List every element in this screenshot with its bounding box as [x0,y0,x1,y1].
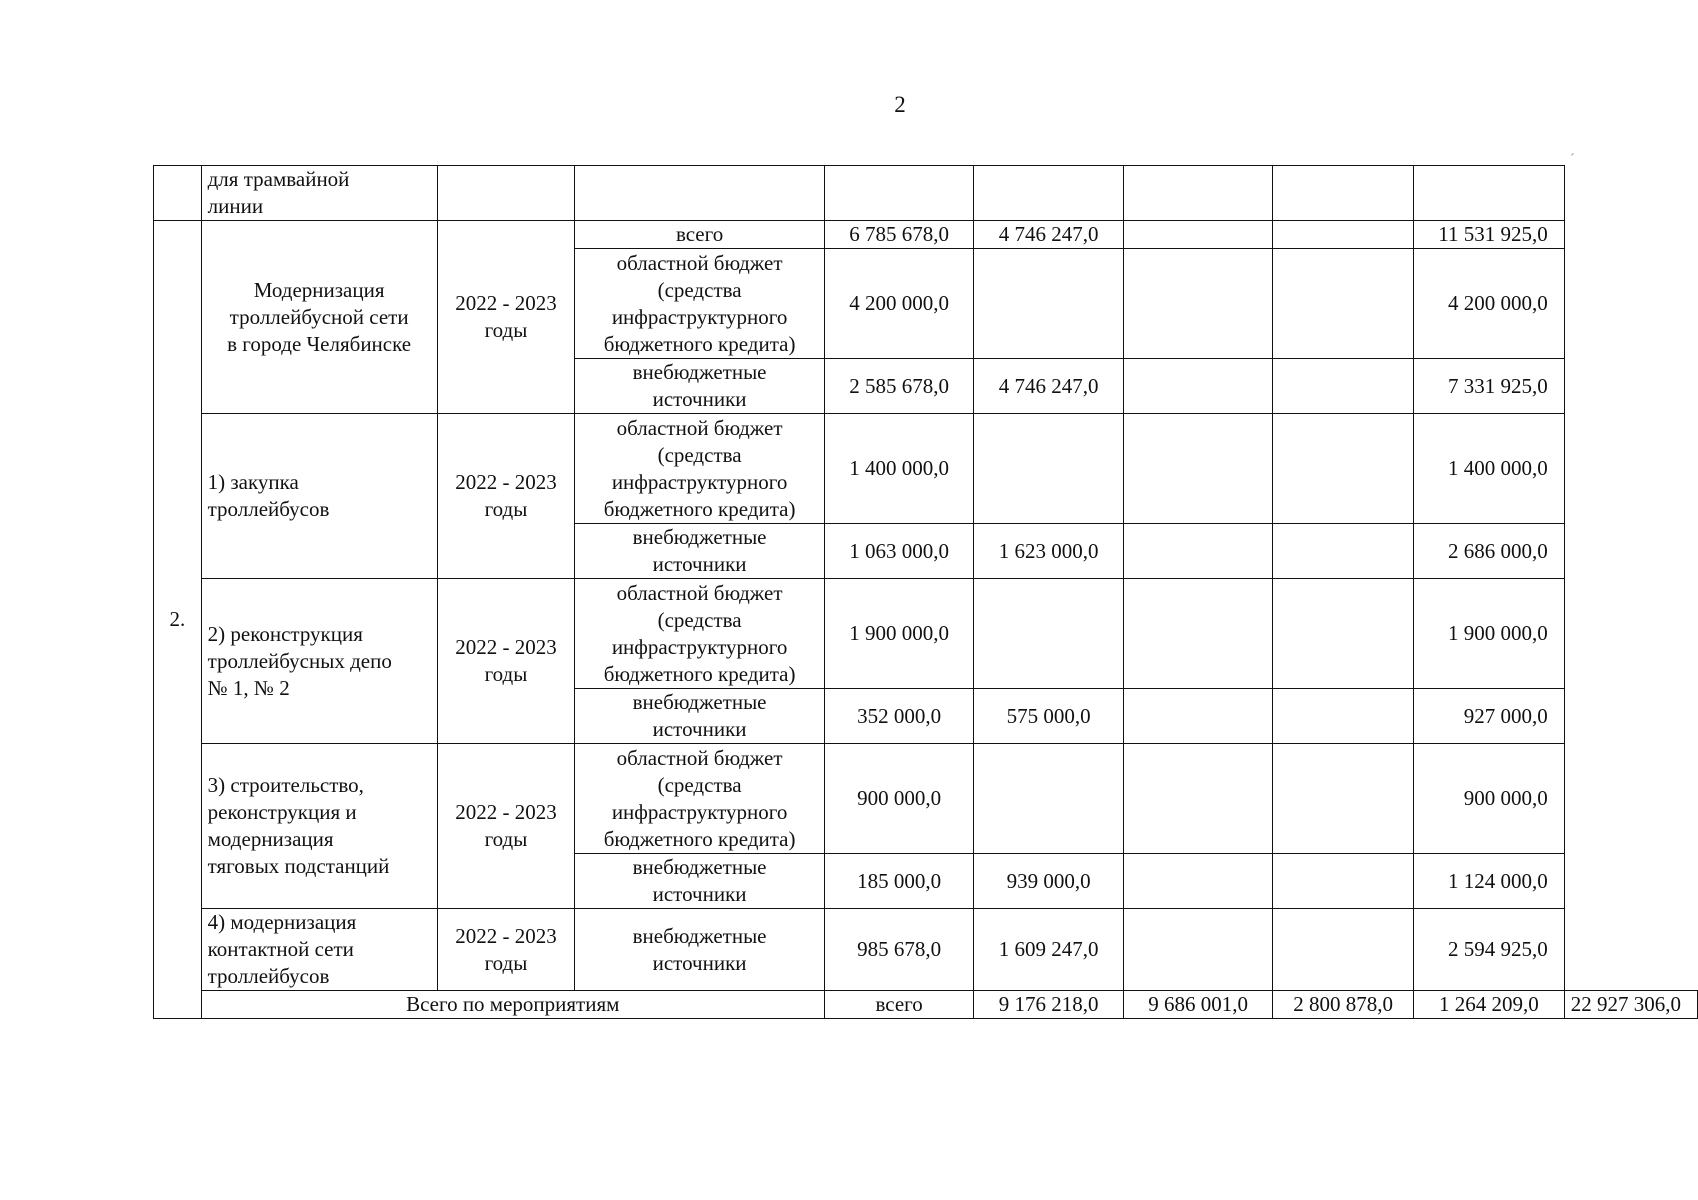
source-cell [575,414,825,524]
source-cell [575,854,825,909]
source-cell-line: бюджетного кредита) [603,331,796,356]
period-cell [437,744,575,909]
value-total-cell: 1 400 000,0 [1413,414,1564,524]
period-cell-line: 2022 - 2023 [455,470,557,494]
value-2024-cell [1123,221,1272,249]
value-2025-cell [1273,249,1414,359]
source-cell-line: областной бюджет [616,415,783,440]
value-2025-cell [1273,524,1414,579]
source-cell [575,579,825,689]
subevent-name-cell-line: 2) реконструкция [207,621,363,646]
value-2024-cell [1123,909,1272,991]
value-2024-cell [1123,579,1272,689]
subevent-name-cell-line: 4) модернизация [207,910,357,934]
empty-cell [824,166,973,221]
source-cell-line: инфраструктурного [611,469,788,494]
empty-cell [1123,166,1272,221]
event-name-cell-line: Модернизация [253,277,385,302]
period-cell [437,579,575,744]
subevent-name-cell [201,744,437,909]
value-2022-cell: 4 200 000,0 [824,249,973,359]
source-cell: всего [824,991,973,1019]
value-2023-cell [974,249,1123,359]
subevent-name-cell-line: 1) закупка [207,470,299,494]
value-2023-cell: 4 746 247,0 [974,359,1123,414]
period-cell [437,221,575,414]
source-cell-line: внебюджетные [632,855,767,879]
value-2023-cell [974,744,1123,854]
value-total-cell: 1 900 000,0 [1413,579,1564,689]
value-total-cell: 4 200 000,0 [1413,249,1564,359]
value-2025-cell: 1 264 209,0 [1413,991,1564,1019]
period-cell-line: годы [484,827,528,851]
item-number-cell: 2. [154,221,202,1019]
source-cell-line: источники [652,387,747,411]
number-cell [154,166,202,221]
subevent-name-cell-line: троллейбусов [207,964,330,988]
table-row [154,166,1698,221]
value-total-cell: 11 531 925,0 [1413,221,1564,249]
value-total-cell: 2 686 000,0 [1413,524,1564,579]
value-2025-cell [1273,744,1414,854]
value-2024-cell [1123,744,1272,854]
empty-cell [575,166,825,221]
value-2024-cell: 2 800 878,0 [1273,991,1414,1019]
subevent-name-cell-line: троллейбусных депо [207,648,392,673]
value-2025-cell [1273,579,1414,689]
value-total-cell: 22 927 306,0 [1564,991,1697,1019]
value-2022-cell: 185 000,0 [824,854,973,909]
period-cell-line: годы [484,662,528,686]
source-cell-line: внебюджетные [632,360,767,384]
subevent-name-cell-line: 3) строительство, [207,773,364,797]
scan-mark: ˊ [1570,152,1575,167]
period-cell-line: 2022 - 2023 [455,923,557,948]
value-2023-cell: 4 746 247,0 [974,221,1123,249]
source-cell-line: бюджетного кредита) [603,661,796,686]
value-2022-cell: 6 785 678,0 [824,221,973,249]
value-2023-cell: 939 000,0 [974,854,1123,909]
event-name-cell-line: линии [207,194,264,218]
source-cell-line: внебюджетные [632,525,767,549]
value-2024-cell [1123,249,1272,359]
source-cell-line: внебюджетные [632,690,767,714]
value-2022-cell: 1 063 000,0 [824,524,973,579]
source-cell-line: инфраструктурного [611,799,788,824]
subevent-name-cell [201,579,437,744]
subevent-name-cell-line: контактной сети [207,937,354,961]
page-number: 2 [894,92,906,117]
value-2025-cell [1273,414,1414,524]
value-2025-cell [1273,854,1414,909]
table-row [154,909,1698,991]
event-name-cell-line: в городе Челябинске [227,331,412,356]
table-row [154,221,1698,249]
value-2025-cell [1273,359,1414,414]
funding-table [153,165,1698,1019]
table-row [154,579,1698,689]
subevent-name-cell-line: тяговых подстанций [207,854,390,878]
empty-cell [1413,166,1564,221]
subevent-name-cell [201,909,437,991]
value-2022-cell: 9 176 218,0 [974,991,1123,1019]
subevent-name-cell-line: троллейбусов [207,497,330,521]
table-row [154,744,1698,854]
subevent-name-cell [201,414,437,579]
event-name-cell [201,221,437,414]
empty-cell [437,166,575,221]
subevent-name-cell-line: модернизация [207,827,334,851]
source-cell-line: всего [675,222,724,246]
source-cell-line: бюджетного кредита) [603,496,796,521]
source-cell [575,221,825,249]
period-cell-line: годы [484,497,528,521]
value-total-cell: 2 594 925,0 [1413,909,1564,991]
period-cell-line: 2022 - 2023 [455,800,557,824]
value-2022-cell: 900 000,0 [824,744,973,854]
period-cell-line: годы [484,318,528,342]
source-cell-line: (средства [657,442,742,467]
empty-cell [1273,166,1414,221]
value-total-cell: 1 124 000,0 [1413,854,1564,909]
value-2025-cell [1273,221,1414,249]
value-2023-cell: 9 686 001,0 [1123,991,1272,1019]
source-cell-line: областной бюджет [616,250,783,275]
source-cell [575,249,825,359]
value-total-cell: 900 000,0 [1413,744,1564,854]
value-2022-cell: 352 000,0 [824,689,973,744]
table-row [154,414,1698,524]
source-cell-line: источники [652,950,747,975]
value-2022-cell: 985 678,0 [824,909,973,991]
value-2022-cell: 1 400 000,0 [824,414,973,524]
period-cell [437,414,575,579]
source-cell-line: инфраструктурного [611,634,788,659]
source-cell-line: (средства [657,772,742,797]
period-cell-line: годы [484,950,528,975]
value-2023-cell: 1 609 247,0 [974,909,1123,991]
value-total-cell: 7 331 925,0 [1413,359,1564,414]
source-cell [575,359,825,414]
source-cell-line: инфраструктурного [611,304,788,329]
value-2022-cell: 1 900 000,0 [824,579,973,689]
period-cell [437,909,575,991]
value-2025-cell [1273,689,1414,744]
source-cell [575,909,825,991]
value-2023-cell [974,414,1123,524]
source-cell [575,744,825,854]
value-2024-cell [1123,689,1272,744]
source-cell [575,689,825,744]
period-cell-line: 2022 - 2023 [455,291,557,315]
value-2024-cell [1123,414,1272,524]
source-cell-line: бюджетного кредита) [603,826,796,851]
grand-total-row [154,991,1698,1019]
event-name-cell-line: для трамвайной [207,167,350,191]
source-cell-line: (средства [657,607,742,632]
value-total-cell: 927 000,0 [1413,689,1564,744]
event-name-cell-line: троллейбусной сети [229,304,409,329]
source-cell-line: областной бюджет [616,580,783,605]
event-name-cell [201,166,437,221]
source-cell-line: внебюджетные [632,923,767,948]
value-2025-cell [1273,909,1414,991]
source-cell [575,524,825,579]
source-cell-line: источники [652,882,747,906]
value-2023-cell [974,579,1123,689]
value-2022-cell: 2 585 678,0 [824,359,973,414]
value-2024-cell [1123,854,1272,909]
value-2023-cell: 1 623 000,0 [974,524,1123,579]
value-2024-cell [1123,359,1272,414]
subevent-name-cell-line: реконструкция и [207,800,357,824]
grand-total-label: Всего по мероприятиям [201,991,824,1019]
subevent-name-cell-line: № 1, № 2 [207,675,290,700]
source-cell-line: областной бюджет [616,745,783,770]
empty-cell [974,166,1123,221]
source-cell-line: источники [652,552,747,576]
source-cell-line: (средства [657,277,742,302]
source-cell-line: источники [652,717,747,741]
value-2023-cell: 575 000,0 [974,689,1123,744]
value-2024-cell [1123,524,1272,579]
period-cell-line: 2022 - 2023 [455,635,557,659]
